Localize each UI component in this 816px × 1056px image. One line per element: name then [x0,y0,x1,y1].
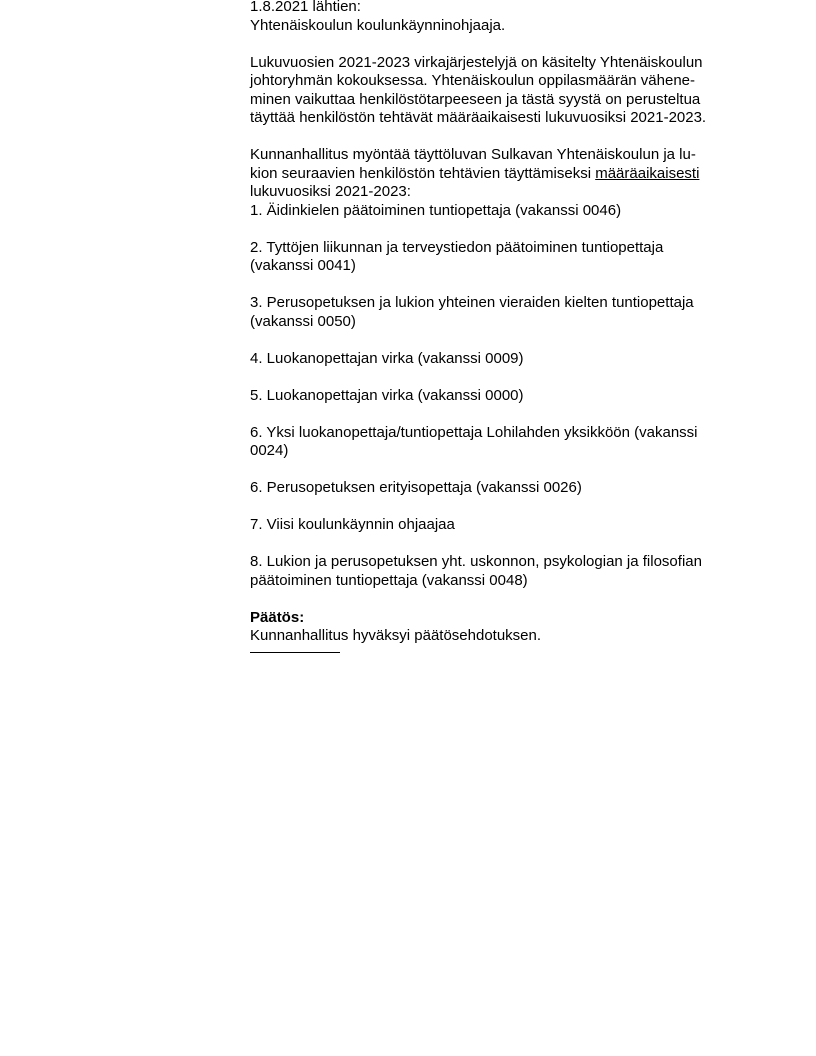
list-item-continuation: päätoiminen tuntiopettaja (vakanssi 0048) [250,571,528,589]
spacer [250,35,740,54]
list-item-continuation: 0024) [250,442,289,459]
list-item: 2. Tyttöjen liikunnan ja terveystiedon päätoiminen tuntiopettaja [250,238,664,256]
paragraph-permission [250,146,740,202]
list-item: 1. Äidinkielen päätoiminen tuntiopettaja (vakanssi 0046) [250,201,622,219]
paragraph-background [250,54,740,128]
decision-heading: Päätös: [250,608,305,626]
paragraph-line: minen vaikuttaa henkilöstötarpeeseen ja tästä syystä on perusteltua [250,90,701,108]
spacer [250,590,740,609]
paragraph-line: lukuvuosiksi 2021-2023: [250,183,411,200]
position-list [250,202,740,591]
spacer [250,128,740,147]
paragraph-text: kion seuraavien henkilöstön tehtävien täyttämiseksi [250,164,596,182]
paragraph-line: johtoryhmän kokouksessa. Yhtenäiskoulun oppilasmäärän vähene- [250,72,695,89]
paragraph-line: täyttää henkilöstön tehtävät määräaikaisesti lukuvuosiksi 2021-2023. [250,109,707,126]
list-item: 6. Perusopetuksen erityisopettaja (vakanssi 0026) [250,479,582,496]
list-item: 4. Luokanopettajan virka (vakanssi 0009) [250,349,524,367]
list-item: 6. Yksi luokanopettaja/tuntiopettaja Lohilahden yksikköön (vakanssi [250,423,698,441]
paragraph-line: Lukuvuosien 2021-2023 virkajärjestelyjä on käsitelty Yhtenäiskoulun [250,53,703,71]
list-item: 8. Lukion ja perusopetuksen yht. uskonnon, psykologian ja filosofian [250,553,702,570]
paragraph-line [250,165,740,184]
underlined-term: määräaikaisesti [595,164,700,182]
document-page [250,0,740,653]
paragraph-line: Kunnanhallitus myöntää täyttöluvan Sulkavan Yhtenäiskoulun ja lu- [250,146,696,163]
decision-text: Kunnanhallitus hyväksyi päätösehdotuksen. [250,627,542,644]
position-line: Yhtenäiskoulun koulunkäynninohjaaja. [250,16,506,34]
list-item-continuation: (vakanssi 0041) [250,257,356,274]
list-item: 5. Luokanopettajan virka (vakanssi 0000) [250,386,524,404]
separator-rule [250,652,340,653]
list-item-continuation: (vakanssi 0050) [250,312,356,330]
list-item: 7. Viisi koulunkäynnin ohjaajaa [250,516,455,533]
list-item: 3. Perusopetuksen ja lukion yhteinen vieraiden kielten tuntiopettaja [250,294,694,311]
date-line: 1.8.2021 lähtien: [250,0,361,15]
